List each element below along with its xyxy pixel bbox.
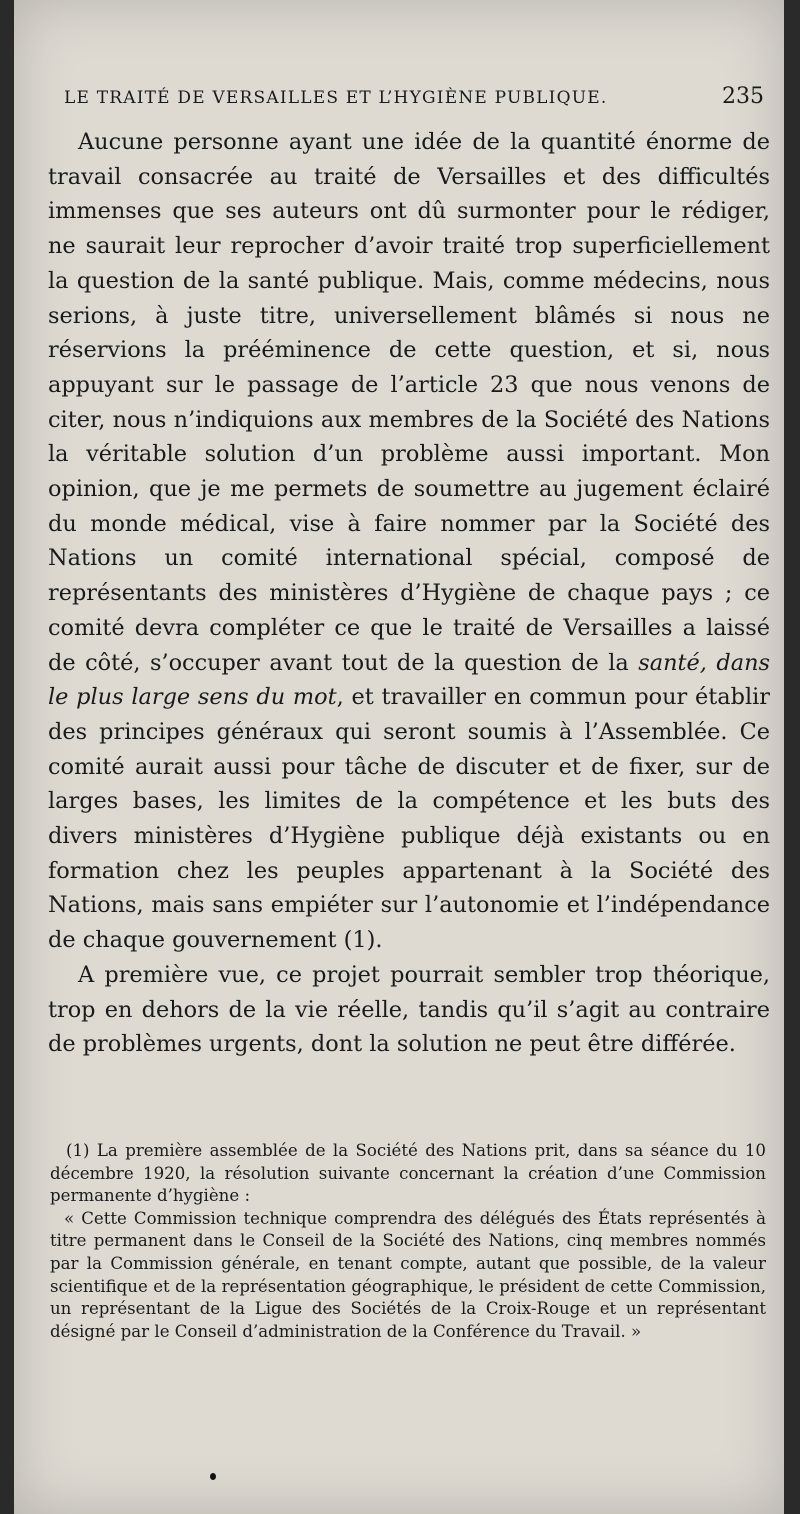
book-page: [14, 0, 784, 1514]
running-header: [64, 84, 764, 109]
paragraph-1-italic: santé, dans le plus large sens du mot: [48, 649, 770, 711]
ink-speck: [210, 1473, 216, 1480]
page-number: 235: [722, 84, 764, 109]
footnotes: [50, 1140, 766, 1343]
paragraph-1-part-a: Aucune personne ayant une idée de la quantité énorme de travail consacrée au traité de Versailles et des difficultés immenses que ses auteurs ont dû surmonter pour le rédiger, ne saurait leur reprocher d’avoir traité trop superficiellement la question de la santé publique. Mais, comme médecins, nous serions, à juste titre, universellement blâmés si nous ne réservions la prééminence de cette question, et si, nous appuyant sur le passage de l’article 23 que nous venons de citer, nous n’indiquions aux membres de la Société des Nations la véritable solution d’un problème aussi important. Mon opinion, que je me permets de soumettre au jugement éclairé du monde médical, vise à faire nommer par la Société des Nations un comité international spécial, composé de représentants des ministères d’Hygiène de chaque pays ; ce comité devra compléter ce que le traité de Versailles a laissé de côté, s’occuper avant tout de la question de la: [48, 129, 770, 676]
footnote-1-quote: « Cette Commission technique comprendra des délégués des États représentés à titre permanent dans le Conseil de la Société des Nations, cinq membres nommés par la Commission générale, en tenant compte, autant que possible, de la valeur scientifique et de la représentation géographique, le président de cette Commission, un représentant de la Ligue des Sociétés de la Croix-Rouge et un représentant désigné par le Conseil d’administration de la Conférence du Travail. »: [50, 1208, 766, 1341]
main-text: [48, 125, 770, 1062]
paragraph-2: A première vue, ce projet pourrait sembler trop théorique, trop en dehors de la vie réelle, tandis qu’il s’agit au contraire de problèmes urgents, dont la solution ne peut être différée.: [48, 961, 770, 1058]
paragraph-1: [48, 125, 770, 958]
footnote-1: (1) La première assemblée de la Société des Nations prit, dans sa séance du 10 décembre 1920, la résolution suivante concernant la création d’une Commission permanente d’hygiène :: [50, 1141, 766, 1206]
paragraph-1-part-b: , et travailler en commun pour établir des principes généraux qui seront soumis à l’Assemblée. Ce comité aurait aussi pour tâche de discuter et de fixer, sur de larges bases, les limites de la compétence et les buts des divers ministères d’Hygiène publique déjà existants ou en formation chez les peuples appartenant à la Société des Nations, mais sans empiéter sur l’autonomie et l’indépendance de chaque gouvernement (1).: [48, 684, 770, 954]
running-title: LE TRAITÉ DE VERSAILLES ET L’HYGIÈNE PUBLIQUE.: [64, 88, 608, 108]
